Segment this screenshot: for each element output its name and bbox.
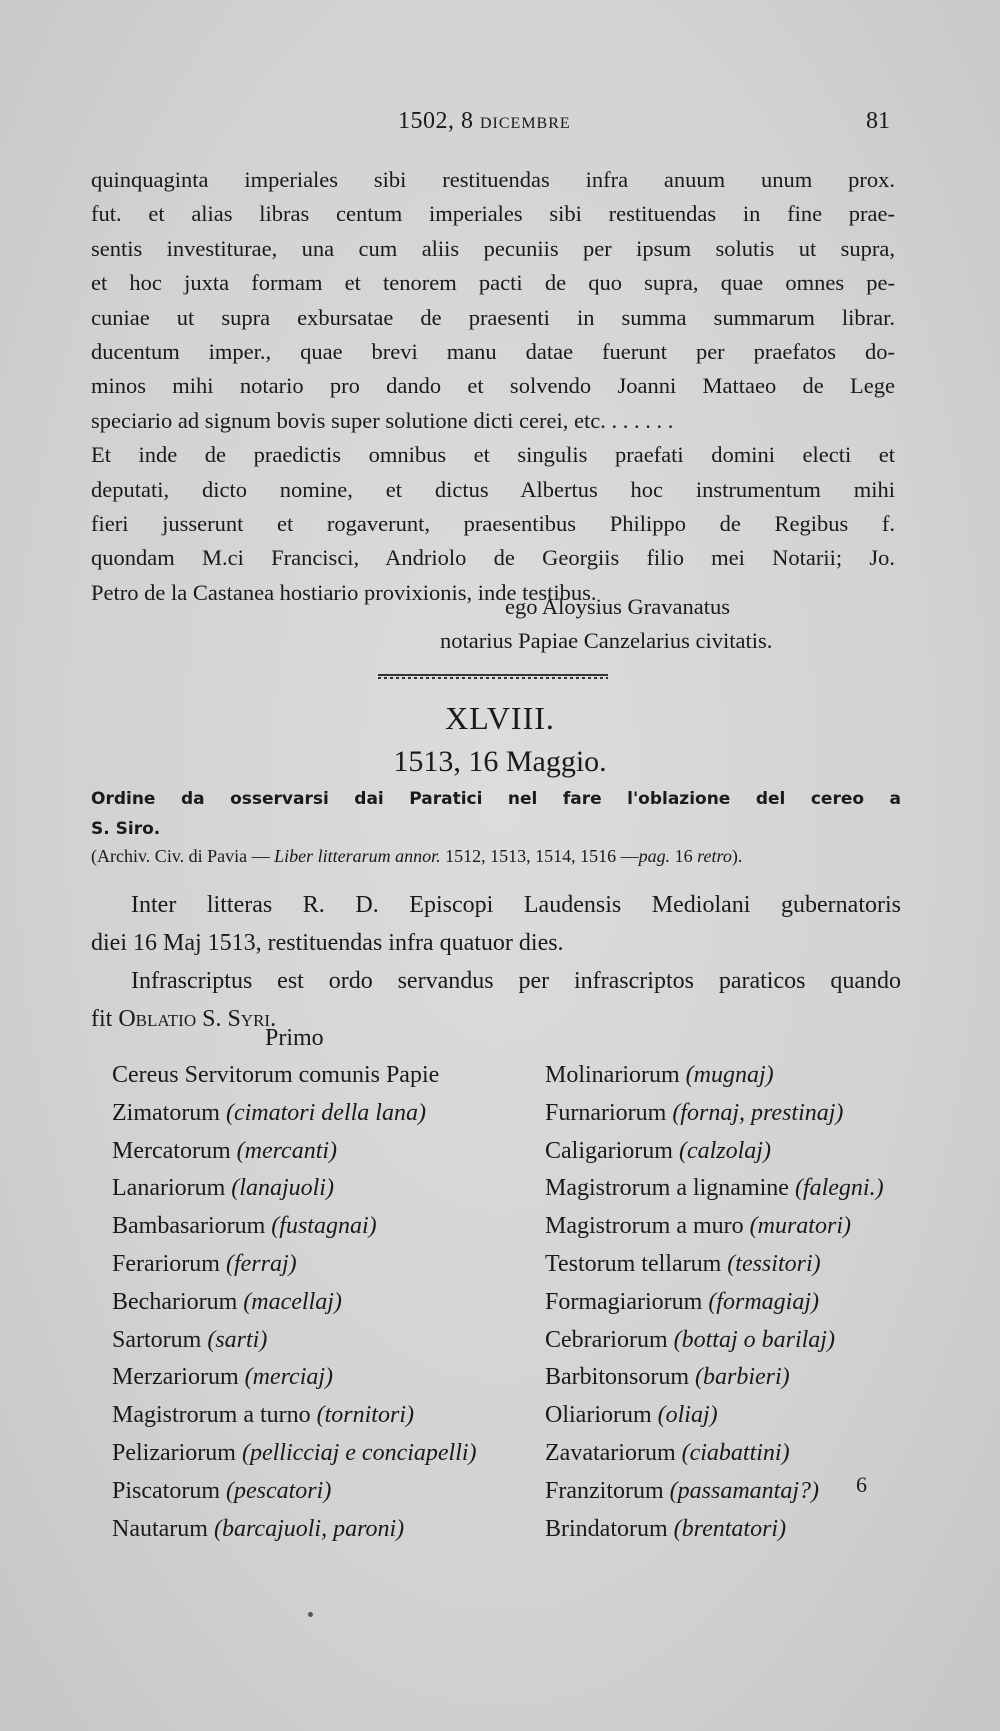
guild-entry: [545, 1397, 884, 1435]
source-title: Liber litterarum annor.: [274, 846, 441, 866]
prose-block: [91, 163, 895, 610]
guild-italian-name: (oliaj): [657, 1402, 718, 1429]
guild-italian-name: (fustagnai): [271, 1213, 377, 1240]
guild-italian-name: (lanajuoli): [231, 1175, 334, 1202]
source-page: 16: [670, 846, 698, 866]
guild-latin-name: Cereus Servitorum comunis Papie: [112, 1062, 440, 1088]
heading-line: S. Siro.: [91, 819, 161, 839]
guild-entry: [112, 1246, 477, 1284]
guild-list-left: [112, 1057, 477, 1548]
body-line: Infrascriptus est ordo servandus per infrascriptos paraticos quando: [131, 968, 901, 994]
guild-italian-name: (barcajuoli, paroni): [213, 1515, 405, 1542]
guild-italian-name: (formagiaj): [708, 1288, 819, 1315]
guild-entry: [112, 1359, 477, 1397]
guild-latin-name: Zavatariorum: [545, 1439, 676, 1466]
signature-line-2: notarius Papiae Canzelarius civitatis.: [440, 628, 773, 653]
guild-latin-name: Barbitonsorum: [545, 1364, 689, 1391]
guild-latin-name: Oliariorum: [545, 1402, 652, 1429]
guild-latin-name: Nautarum: [112, 1515, 208, 1542]
guild-entry: [112, 1511, 477, 1549]
guild-latin-name: Ferariorum: [112, 1250, 220, 1277]
prose-line: quinquaginta imperiales sibi restituendas infra anuum unum prox.: [91, 167, 895, 192]
guild-list-right: [545, 1057, 884, 1548]
running-head-day: , 8: [448, 108, 480, 134]
body-line: [91, 1000, 901, 1038]
guild-entry: [545, 1095, 884, 1133]
guild-italian-name: (pellicciaj e conciapelli): [241, 1439, 477, 1466]
guild-entry: [112, 1095, 477, 1133]
document-heading: [91, 784, 901, 844]
guild-latin-name: Magistrorum a lignamine: [545, 1175, 789, 1202]
guild-italian-name: (mugnaj): [685, 1062, 774, 1088]
guild-latin-name: Franzitorum: [545, 1477, 664, 1504]
guild-entry: [545, 1208, 884, 1246]
running-head-title: [398, 108, 571, 135]
guild-latin-name: Zimatorum: [112, 1099, 220, 1126]
guild-italian-name: (calzolaj): [678, 1137, 771, 1164]
source-prefix: (Archiv. Civ. di Pavia —: [91, 846, 275, 866]
body-line: diei 16 Maj 1513, restituendas infra quatuor dies.: [91, 930, 564, 956]
guild-latin-name: Caligariorum: [545, 1137, 673, 1164]
guild-latin-name: Magistrorum a muro: [545, 1213, 744, 1240]
prose-line: ducentum imper., quae brevi manu datae fuerunt per praefatos do-: [91, 338, 895, 364]
prose-line: cuniae ut supra exbursatae de praesenti in summa summarum librar.: [91, 304, 895, 330]
guild-latin-name: Merzariorum: [112, 1364, 239, 1391]
source-pag: pag.: [638, 846, 671, 866]
guild-latin-name: Testorum tellarum: [545, 1250, 722, 1277]
guild-latin-name: Pelizariorum: [112, 1439, 236, 1466]
section-divider: [378, 674, 608, 680]
guild-entry: [112, 1057, 477, 1095]
guild-latin-name: Piscatorum: [112, 1477, 220, 1504]
guild-entry: [545, 1511, 884, 1549]
guild-entry: [112, 1284, 477, 1322]
prose-line: et hoc juxta formam et tenorem pacti de quo supra, quae omnes pe-: [91, 270, 895, 296]
prose-line: minos mihi notario pro dando et solvendo Joanni Mattaeo de Lege: [91, 373, 895, 399]
body-line: Inter litteras R. D. Episcopi Laudensis Mediolani gubernatoris: [131, 892, 901, 918]
guild-italian-name: (falegni.): [794, 1175, 884, 1202]
guild-entry: [545, 1246, 884, 1284]
guild-latin-name: Molinariorum: [545, 1062, 680, 1088]
prose-line: quondam M.ci Francisci, Andriolo de Georgiis filio mei Notarii; Jo.: [91, 545, 895, 571]
heading-line: Ordine da osservarsi dai Paratici nel fare l'oblazione del cereo a: [91, 789, 901, 809]
oblatio-small-caps: Oblatio S. Syri.: [118, 1006, 277, 1032]
guild-latin-name: Cebrariorum: [545, 1326, 668, 1353]
guild-italian-name: (pescatori): [226, 1477, 332, 1504]
running-head: [0, 108, 1000, 140]
document-date: 1513, 16 Maggio.: [393, 745, 607, 778]
guild-italian-name: (fornaj, prestinaj): [672, 1099, 844, 1126]
guild-entry: [545, 1359, 884, 1397]
guild-entry: [112, 1397, 477, 1435]
guild-italian-name: (tornitori): [316, 1402, 414, 1429]
guild-latin-name: Mercatorum: [112, 1137, 231, 1164]
guild-entry: [112, 1170, 477, 1208]
guild-latin-name: Sartorum: [112, 1326, 202, 1353]
guild-italian-name: (passamantaj?): [669, 1477, 819, 1504]
body-line-prefix: fit: [91, 1006, 119, 1032]
prose-line: sentis investiturae, una cum aliis pecuniis per ipsum solutis ut supra,: [91, 235, 895, 261]
guild-italian-name: (cimatori della lana): [225, 1099, 426, 1126]
guild-latin-name: Bechariorum: [112, 1288, 238, 1315]
guild-entry: [545, 1435, 884, 1473]
guild-italian-name: (muratori): [749, 1213, 851, 1240]
guild-italian-name: (ciabattini): [681, 1439, 790, 1466]
prose-line: speciario ad signum bovis super solutione dicti cerei, etc. . . . . . .: [91, 407, 674, 433]
prose-line: fut. et alias libras centum imperiales sibi restituendas in fine prae-: [91, 201, 895, 227]
guild-latin-name: Furnariorum: [545, 1099, 667, 1126]
primo-label: Primo: [265, 1025, 324, 1051]
guild-italian-name: (tessitori): [727, 1250, 821, 1277]
guild-entry: [545, 1133, 884, 1171]
prose-line: deputati, dicto nomine, et dictus Albertus hoc instrumentum mihi: [91, 476, 895, 502]
source-retro: retro: [697, 846, 732, 866]
guild-italian-name: (brentatori): [673, 1515, 787, 1542]
guild-latin-name: Bambasariorum: [112, 1213, 266, 1240]
running-head-month: DICEMBRE: [480, 115, 571, 132]
document-body: [91, 886, 901, 1038]
guild-italian-name: (bottaj o barilaj): [673, 1326, 835, 1353]
page-number: 81: [866, 108, 890, 134]
source-close: ).: [731, 846, 743, 866]
guild-italian-name: (mercanti): [236, 1137, 338, 1164]
source-years: 1512, 1513, 1514, 1516 —: [440, 846, 639, 866]
guild-italian-name: (barbieri): [695, 1364, 790, 1391]
guild-entry: [545, 1473, 884, 1511]
prose-line: Et inde de praedictis omnibus et singulis praefati domini electi et: [91, 442, 895, 468]
guild-italian-name: (ferraj): [225, 1250, 297, 1277]
guild-italian-name: (sarti): [207, 1326, 268, 1353]
guild-italian-name: (merciaj): [244, 1364, 334, 1391]
guild-entry: [112, 1322, 477, 1360]
prose-line: fieri jusserunt et rogaverunt, praesentibus Philippo de Regibus f.: [91, 510, 895, 536]
signature-line-1: ego Aloysius Gravanatus: [505, 594, 730, 619]
guild-latin-name: Brindatorum: [545, 1515, 668, 1542]
guild-latin-name: Formagiariorum: [545, 1288, 703, 1315]
guild-entry: [112, 1473, 477, 1511]
guild-entry: [545, 1057, 884, 1095]
guild-entry: [545, 1170, 884, 1208]
guild-entry: [112, 1208, 477, 1246]
guild-entry: [545, 1284, 884, 1322]
paper-speck: [308, 1612, 313, 1617]
source-citation: [91, 846, 901, 867]
guild-latin-name: Lanariorum: [112, 1175, 226, 1202]
guild-entry: [112, 1435, 477, 1473]
document-number: XLVIII.: [445, 700, 555, 736]
signature-mark: 6: [856, 1472, 867, 1497]
guild-latin-name: Magistrorum a turno: [112, 1402, 311, 1429]
guild-entry: [112, 1133, 477, 1171]
prose-line: Petro de la Castanea hostiario provixionis, inde testibus.: [91, 579, 597, 605]
guild-italian-name: (macellaj): [243, 1288, 342, 1315]
running-head-year: 1502: [398, 108, 448, 134]
guild-entry: [545, 1322, 884, 1360]
